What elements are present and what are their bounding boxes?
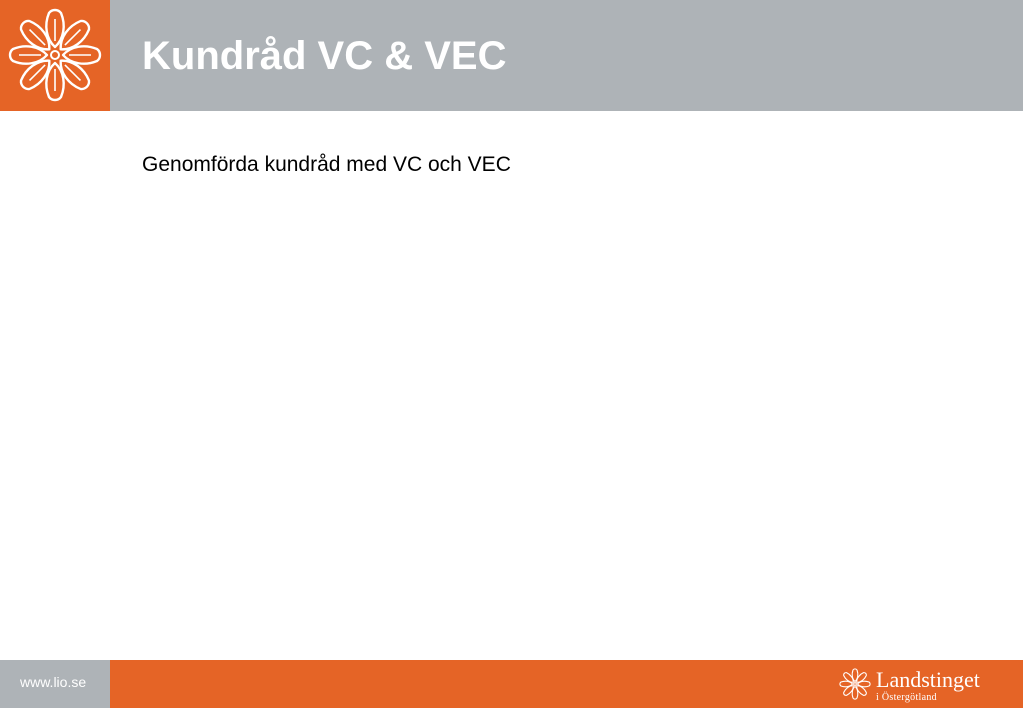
- brand-name: Landstinget: [876, 667, 980, 692]
- header-band: [110, 0, 1023, 111]
- footer-url-panel: [0, 660, 110, 708]
- slide-title: Kundråd VC & VEC: [142, 34, 507, 78]
- flower-emblem-icon: [838, 667, 872, 701]
- header-logo-panel: [0, 0, 110, 111]
- footer-url-link[interactable]: www.lio.se: [20, 674, 87, 690]
- footer-band: [110, 660, 1023, 708]
- flower-emblem-icon: [0, 0, 110, 111]
- brand-subtitle: i Östergötland: [876, 692, 937, 703]
- slide-body-text: Genomförda kundråd med VC och VEC: [142, 153, 511, 176]
- footer-brand-logo: [838, 665, 998, 703]
